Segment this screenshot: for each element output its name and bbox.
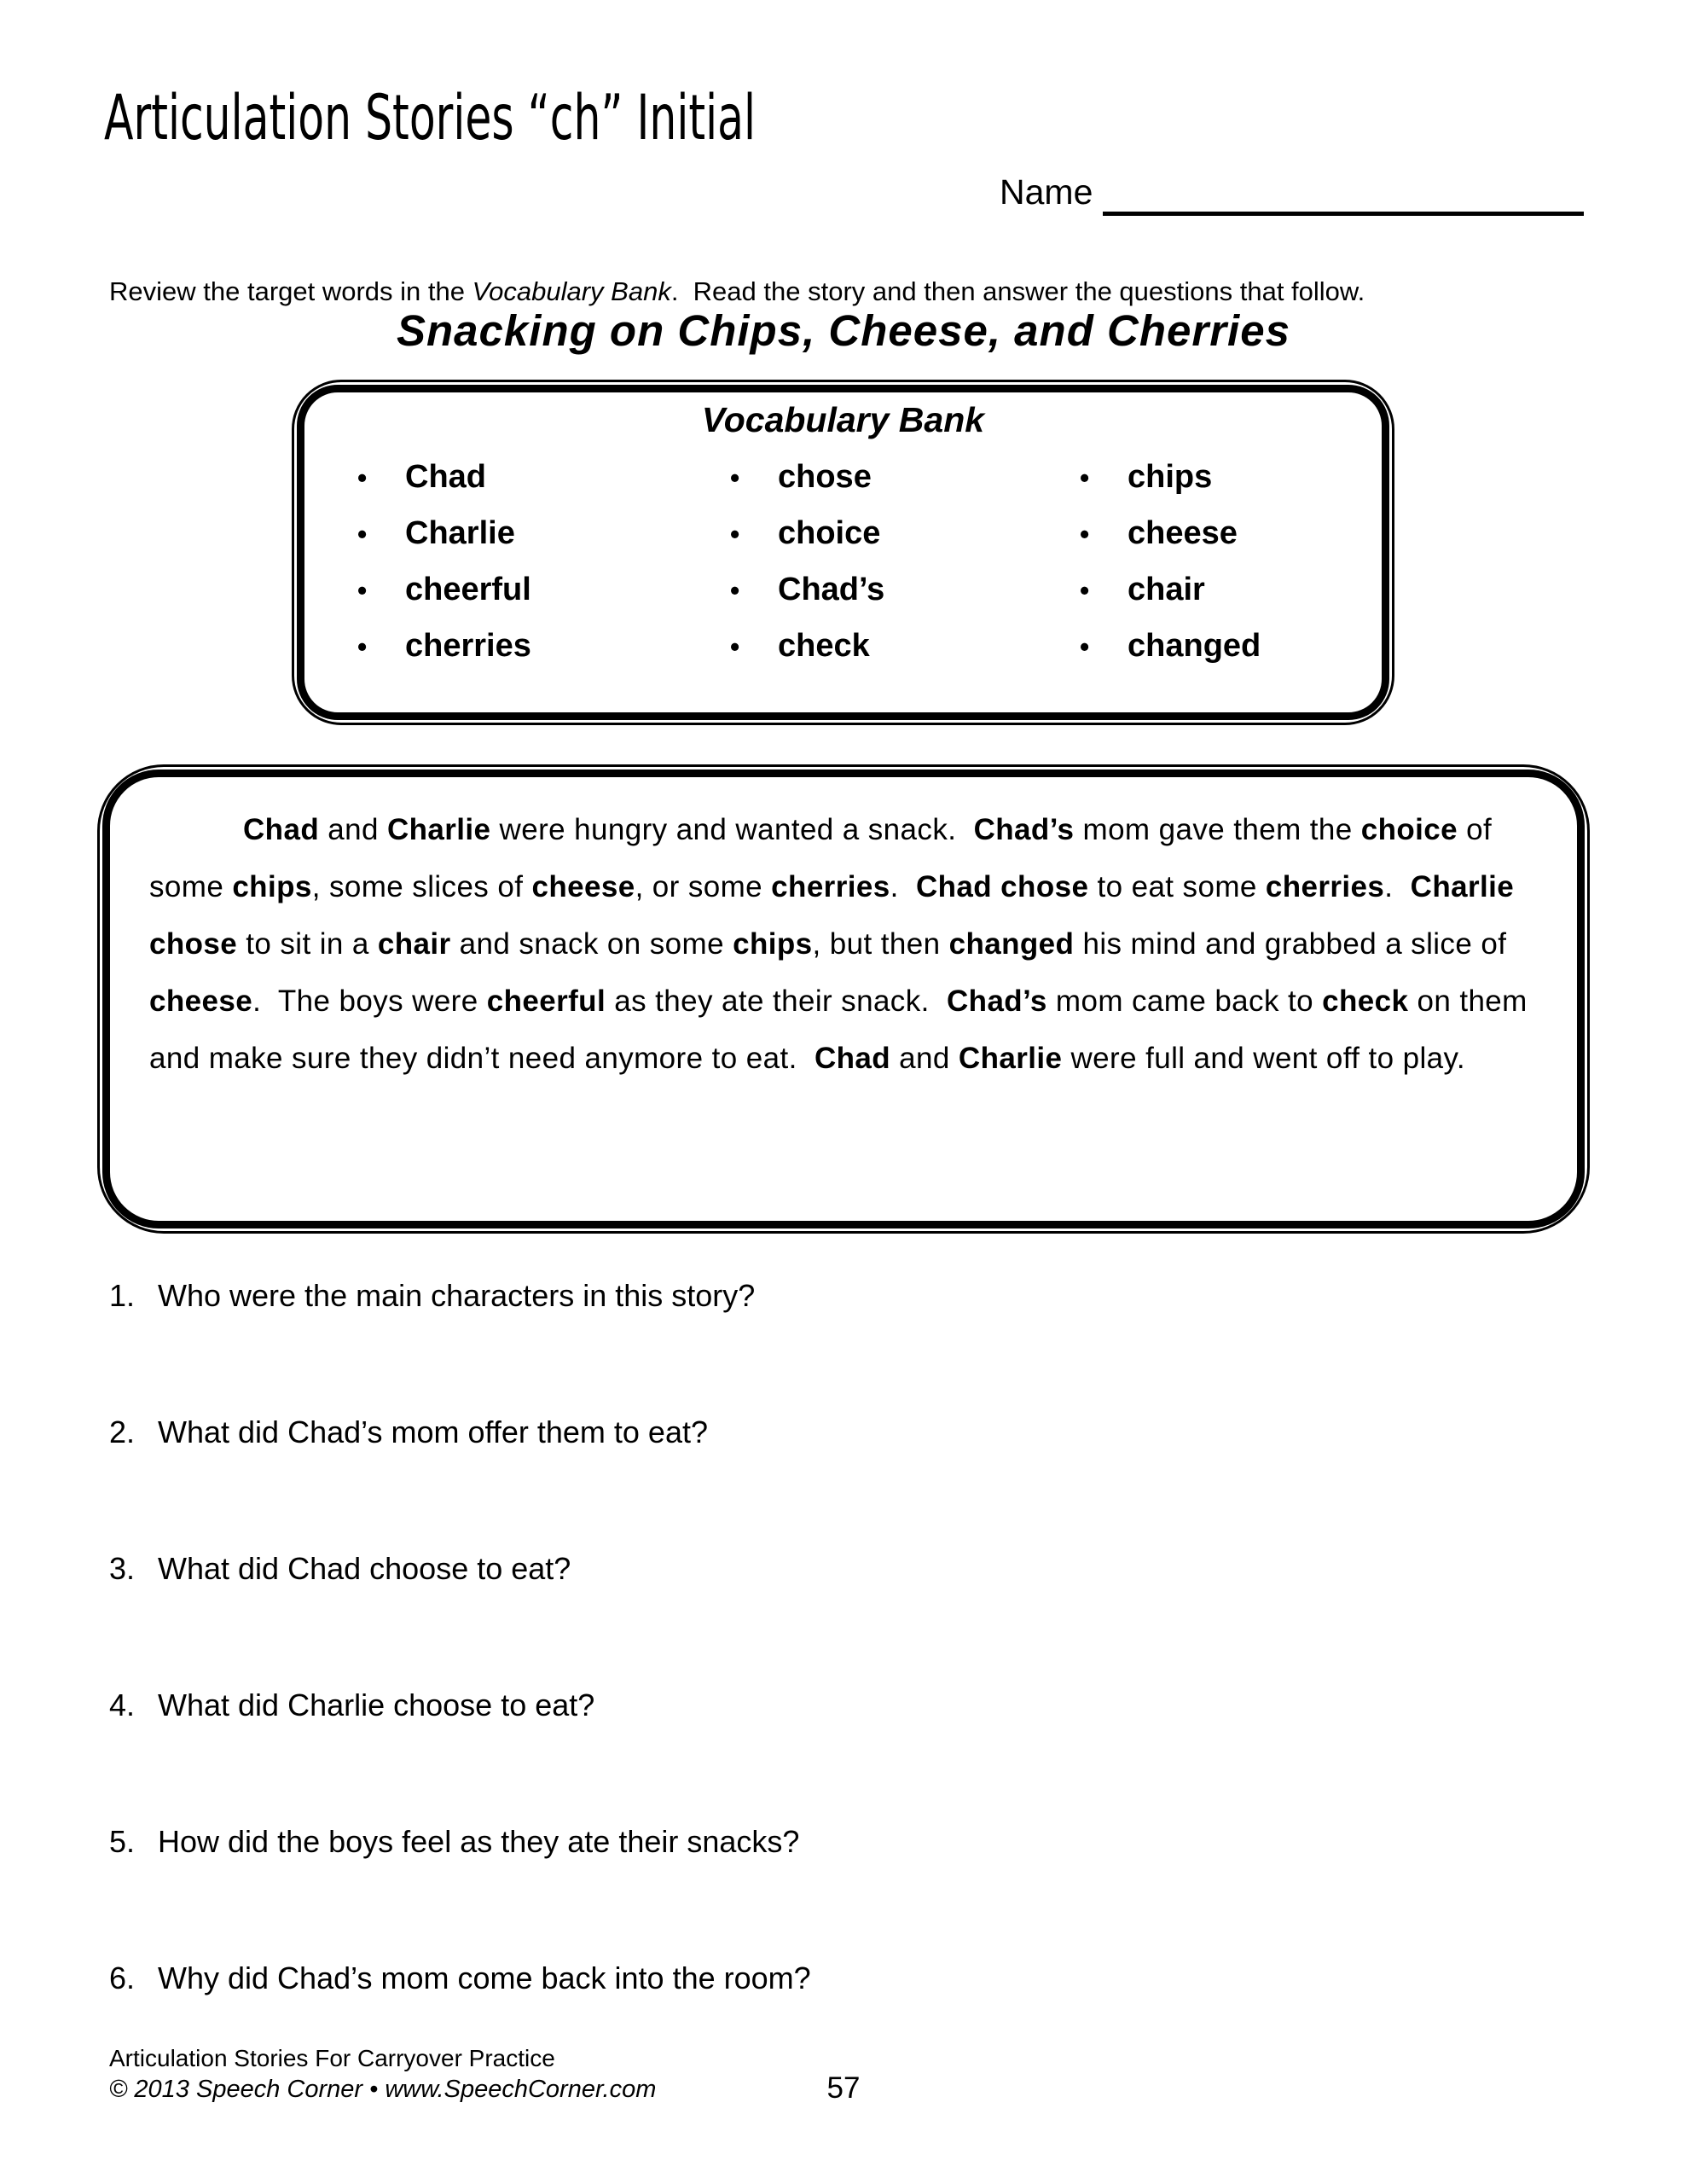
bullet-icon: •: [730, 462, 740, 493]
question-text: What did Chad’s mom offer them to eat?: [158, 1414, 708, 1449]
vocabulary-column-3: [1080, 459, 1382, 684]
vocab-word: chair: [1128, 572, 1205, 607]
question-text: How did the boys feel as they ate their snacks?: [158, 1824, 800, 1859]
story-title: Snacking on Chips, Cheese, and Cherries: [397, 306, 1290, 355]
vocab-item: [1080, 459, 1382, 515]
question-number: 3.: [109, 1551, 136, 1586]
vocab-word: Chad: [405, 459, 486, 495]
bullet-icon: •: [1080, 462, 1090, 493]
bullet-icon: •: [1080, 519, 1090, 549]
question-text: What did Chad choose to eat?: [158, 1551, 571, 1586]
vocab-word: cheese: [1128, 515, 1238, 551]
vocabulary-bank-box: [292, 380, 1394, 725]
name-label: Name: [1000, 172, 1093, 212]
question-row: [109, 1689, 1508, 1722]
bullet-icon: •: [1080, 575, 1090, 606]
vocabulary-column-2: [730, 459, 1080, 684]
vocab-item: [730, 459, 1080, 515]
question-text: What did Charlie choose to eat?: [158, 1687, 595, 1722]
bullet-icon: •: [357, 519, 368, 549]
vocab-word: cheerful: [405, 572, 531, 607]
question-text: Why did Chad’s mom come back into the room?: [158, 1960, 811, 1995]
page-title: Articulation Stories “ch” Initial: [104, 82, 757, 155]
footer-copyright: © 2013 Speech Corner • www.SpeechCorner.com: [109, 2076, 657, 2103]
question-row: [109, 1553, 1508, 1585]
bullet-icon: •: [357, 575, 368, 606]
question-row: [109, 1826, 1508, 1858]
vocab-word: choice: [778, 515, 881, 551]
bullet-icon: •: [357, 631, 368, 662]
bullet-icon: •: [730, 519, 740, 549]
vocab-item: [1080, 628, 1382, 684]
story-box: [97, 764, 1590, 1234]
name-blank-line: [1103, 167, 1584, 216]
vocab-word: cherries: [405, 628, 531, 664]
vocab-item: [1080, 572, 1382, 628]
vocab-item: [357, 515, 730, 572]
bullet-icon: •: [357, 462, 368, 493]
vocab-item: [357, 628, 730, 684]
vocab-item: [357, 572, 730, 628]
story-box-inner-border: [102, 770, 1585, 1228]
question-row: [109, 1416, 1508, 1449]
story-text: Chad and Charlie were hungry and wanted a snack. Chad’s mom gave them the choice of some chips, some slices of cheese, or some cherries. Chad chose to eat some cherries. Charlie chose to sit in a chair and snack on some chips, but then changed his mind and grabbed a slice of cheese. The boys were cheerful as they ate their snack. Chad’s mom came back to check on them and make sure they didn’t need anymore to eat. Chad and Charlie were full and went off to play.: [149, 813, 1536, 1075]
vocabulary-column-1: [357, 459, 730, 684]
vocabulary-bank-heading: Vocabulary Bank: [701, 400, 985, 439]
vocab-word: Chad’s: [778, 572, 885, 607]
vocab-item: [730, 628, 1080, 684]
vocab-word: chips: [1128, 459, 1213, 495]
vocab-word: changed: [1128, 628, 1261, 664]
vocab-item: [730, 515, 1080, 572]
page-number: 57: [826, 2071, 861, 2105]
bullet-icon: •: [1080, 631, 1090, 662]
bullet-icon: •: [730, 631, 740, 662]
vocab-word: chose: [778, 459, 872, 495]
instruction-text: Review the target words in the Vocabulary Bank. Read the story and then answer the questions that follow.: [109, 276, 1365, 306]
question-number: 5.: [109, 1824, 136, 1859]
bullet-icon: •: [730, 575, 740, 606]
vocabulary-bank-inner-border: [297, 385, 1389, 720]
vocab-word: check: [778, 628, 870, 664]
vocab-item: [730, 572, 1080, 628]
question-number: 6.: [109, 1960, 136, 1995]
vocabulary-list: [304, 459, 1382, 684]
name-field: [1000, 167, 1584, 216]
vocab-word: Charlie: [405, 515, 515, 551]
footer-series-title: Articulation Stories For Carryover Practice: [109, 2045, 555, 2071]
question-number: 4.: [109, 1687, 136, 1722]
question-number: 2.: [109, 1414, 136, 1449]
question-row: [109, 1280, 1508, 1312]
question-text: Who were the main characters in this story?: [158, 1278, 756, 1313]
questions-list: [109, 1280, 1508, 2099]
question-number: 1.: [109, 1278, 136, 1313]
question-row: [109, 1962, 1508, 1995]
vocab-item: [357, 459, 730, 515]
vocab-item: [1080, 515, 1382, 572]
